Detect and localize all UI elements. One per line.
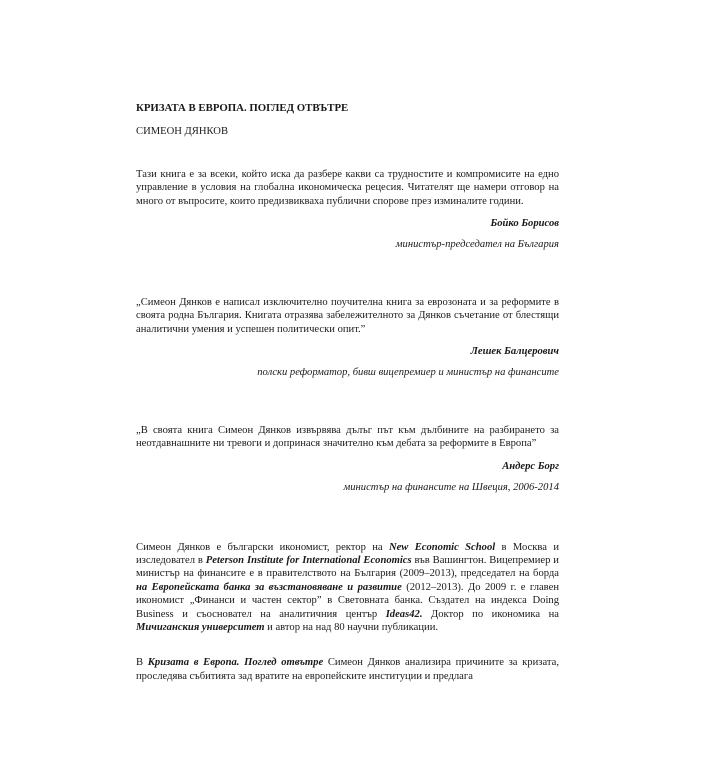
bio-text: Доктор по икономика на: [422, 608, 559, 620]
endorsement-quote-2: „Симеон Дянков е написал изключително поучителна книга за еврозоната и за реформите в своята родна България. Книгата отразява забележителното за Дянков съчетание от блестящи аналитични умения и успешен политически опит.”: [136, 296, 559, 335]
bio-text: Симеон Дянков е български икономист, ректор на: [136, 541, 389, 553]
endorsement-quote-1: Тази книга е за всеки, който иска да разбере какви са трудностите и компромисите на едно управление в условия на глобална икономическа рецесия. Читателят ще намери отговор на много от въпросите, които предизвикваха публични спорове през изминалите години.: [136, 168, 559, 207]
bio-text: (2012–2013). До 2009 г. е главен икономист „Финанси и частен сектор” в Световната банка. Създател на индекса Doing Business и съосновател на аналитичния център: [136, 581, 559, 620]
description-text: В: [136, 657, 148, 669]
book-title: КРИЗАТА В ЕВРОПА. ПОГЛЕД ОТВЪТРЕ: [136, 102, 349, 114]
endorsement-role-1: министър-председател на България: [395, 239, 559, 251]
endorsement-quote-3: „В своята книга Симеон Дянков извървява дълъг път към дълбините на разбирането за неотдавнашните ни тревоги и допринася значително към дебата за реформите в Европа”: [136, 424, 559, 450]
bio-emphasis: Мичиганския университет: [136, 621, 265, 633]
bio-emphasis: Ideas42.: [385, 608, 423, 620]
bio-text: в Москва и изследовател в: [136, 541, 559, 566]
bio-emphasis: New Economic School: [388, 541, 496, 553]
bio-text: и автор на над 80 научни публикации.: [264, 621, 439, 633]
bio-emphasis: на Европейската банка за възстановяване и развитие: [136, 581, 402, 593]
book-description-paragraph: [136, 656, 559, 683]
bio-emphasis: Peterson Institute for International Economics: [205, 554, 412, 566]
author-bio-paragraph: [136, 541, 559, 635]
book-back-cover-text: [136, 96, 559, 683]
endorsement-name-3: Андерс Борг: [502, 460, 559, 472]
endorsement-role-3: министър на финансите на Швеция, 2006-2014: [343, 482, 559, 494]
bio-text: във Вашингтон. Вицепремиер и министър на финансите е в правителството на България (2009–2013), председател на борда: [136, 554, 559, 580]
endorsement-name-1: Бойко Борисов: [490, 218, 559, 230]
description-book-title: Кризата в Европа. Поглед отвътре: [147, 657, 324, 669]
book-author: СИМЕОН ДЯНКОВ: [136, 126, 229, 138]
endorsement-role-2: полски реформатор, бивш вицепремиер и министър на финансите: [257, 367, 559, 379]
endorsement-name-2: Лешек Балцерович: [470, 346, 559, 358]
description-text: Симеон Дянков анализира причините за кризата, проследява събитията зад вратите на европейските институции и предлага: [136, 657, 559, 682]
